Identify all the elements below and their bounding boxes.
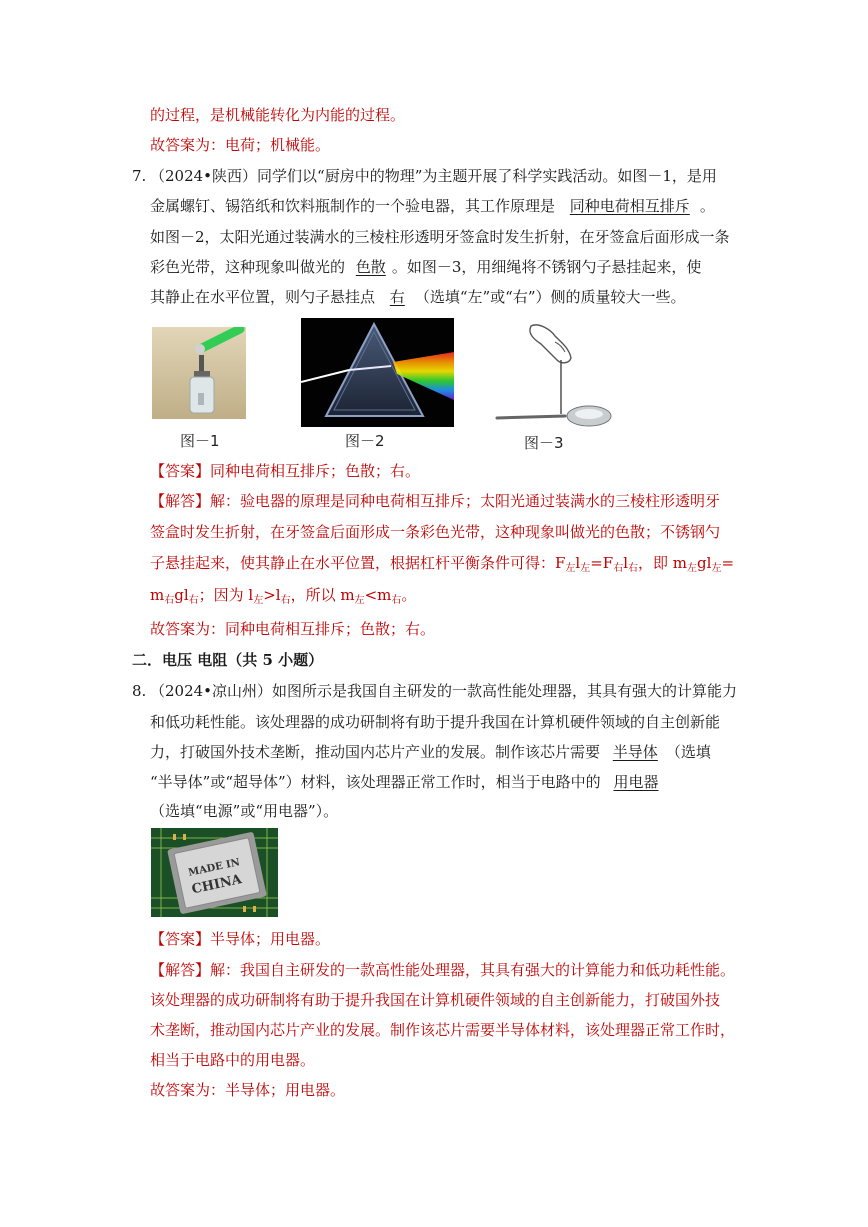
q8-explanation-line-1: 【解答】解：我国自主研发的一款高性能处理器，其具有强大的计算能力和低功耗性能。 <box>150 961 736 979</box>
q8-line-3-end: （选填 <box>665 743 711 761</box>
subscript-right: 右 <box>188 595 199 606</box>
subscript-right: 右 <box>164 595 175 606</box>
chip-illustration <box>151 828 278 917</box>
subscript-right: 右 <box>391 595 402 606</box>
q8-answer: 【答案】半导体；用电器。 <box>150 930 331 948</box>
q8-line-1: （2024•凉山州）如图所示是我国自主研发的一款高性能处理器，其具有强大的计算能力 <box>150 682 738 700</box>
q8-explanation-line-4: 相当于电路中的用电器。 <box>150 1051 316 1069</box>
subscript-left: 左 <box>565 563 576 574</box>
prev-explanation-line: 的过程，是机械能转化为内能的过程。 <box>150 106 406 124</box>
q8-line-3-text: 力，打破国外技术垄断，推动国内芯片产业的发展。制作该芯片需要 <box>150 743 601 761</box>
subscript-right: 右 <box>280 595 291 606</box>
q8-line-5: （选填“电源”或“用电器”）。 <box>150 802 339 820</box>
q7-explanation-line-1: 【解答】解：验电器的原理是同种电荷相互排斥；太阳光通过装满水的三棱柱形透明牙 <box>150 492 721 510</box>
gl-symbol: gl <box>174 586 189 604</box>
q7-line-5-text: 其静止在水平位置，则勺子悬挂点 <box>150 288 376 306</box>
less-than: <m <box>364 586 392 604</box>
q7-line-4 <box>150 257 701 277</box>
q8-line-4 <box>150 772 658 792</box>
q8-line-2: 和低功耗性能。该处理器的成功研制将有助于提升我国在计算机硬件领域的自主创新能 <box>150 713 721 731</box>
q7-exp4-because: ；因为 l <box>198 586 254 604</box>
q7-answer: 【答案】同种电荷相互排斥；色散；右。 <box>150 462 421 480</box>
figure-3-caption: 图－3 <box>524 434 564 452</box>
q7-line-2 <box>150 196 715 216</box>
q7-answer-summary: 故答案为：同种电荷相互排斥；色散；右。 <box>150 620 436 638</box>
q7-blank-3: 右 <box>389 288 405 306</box>
subscript-right: 右 <box>613 563 624 574</box>
q7-number: 7. <box>132 167 147 185</box>
q8-blank-1: 半导体 <box>612 743 658 761</box>
chip-photo <box>151 828 278 917</box>
q7-exp4-end: 。 <box>401 586 417 604</box>
greater-than: >l <box>263 586 281 604</box>
chip-text-line-2: CHINA <box>190 872 244 898</box>
electroscope-illustration <box>152 327 246 419</box>
subscript-left: 左 <box>580 563 591 574</box>
q7-explanation-line-4 <box>150 585 416 611</box>
q7-exp3-text: 子悬挂起来，使其静止在水平位置，根据杠杆平衡条件可得：F <box>150 554 566 572</box>
lever-arm-symbol: l <box>623 554 629 572</box>
q7-line-4-end: 。如图－3，用细绳将不锈钢勺子悬挂起来，使 <box>391 258 702 276</box>
q7-line-4-text: 彩色光带，这种现象叫做光的 <box>150 258 346 276</box>
q7-line-2-text: 金属螺钉、锡箔纸和饮料瓶制作的一个验电器，其工作原理是 <box>150 197 556 215</box>
q8-line-4-text: “半导体”或“超导体”）材料，该处理器正常工作时，相当于电路中的 <box>150 773 601 791</box>
q7-exp3-mid: ，即 m <box>638 554 688 572</box>
q7-line-2-end: 。 <box>699 197 715 215</box>
equals-force: =F <box>590 554 614 572</box>
figure-3-spoon-photo <box>495 318 615 438</box>
q7-line-5-end: （选填“左”或“右”）侧的质量较大一些。 <box>414 288 686 306</box>
mass-symbol: m <box>150 586 165 604</box>
q8-explanation-line-3: 术垄断，推动国内芯片产业的发展。制作该芯片需要半导体材料，该处理器正常工作时， <box>150 1021 736 1039</box>
q8-number: 8. <box>132 682 147 700</box>
figure-1-caption: 图－1 <box>180 432 220 450</box>
subscript-left: 左 <box>711 563 722 574</box>
lever-arm-symbol: l <box>575 554 581 572</box>
figure-2-prism-photo <box>301 318 454 427</box>
subscript-left: 左 <box>354 595 365 606</box>
prism-illustration <box>301 318 454 427</box>
q7-blank-2: 色散 <box>355 258 386 276</box>
q8-explanation-line-2: 该处理器的成功研制将有助于提升我国在计算机硬件领域的自主创新能力，打破国外技 <box>150 991 721 1009</box>
q7-line-5 <box>150 287 686 307</box>
prev-answer-summary: 故答案为：电荷；机械能。 <box>150 136 331 154</box>
q8-answer-summary: 故答案为：半导体；用电器。 <box>150 1081 346 1099</box>
chip-text-line-1: MADE IN <box>187 857 241 879</box>
subscript-right: 右 <box>628 563 639 574</box>
figure-2-caption: 图－2 <box>345 432 385 450</box>
q7-explanation-line-2: 签盒时发生折射，在牙签盒后面形成一条彩色光带，这种现象叫做光的色散；不锈钢勺 <box>150 523 721 541</box>
figure-1-electroscope-photo <box>152 327 246 419</box>
q7-explanation-line-3 <box>150 553 734 579</box>
q7-line-1: （2024•陕西）同学们以“厨房中的物理”为主题开展了科学实践活动。如图－1，是用 <box>150 167 717 185</box>
q7-exp3-end: = <box>721 554 735 572</box>
q8-line-3 <box>150 742 711 762</box>
q7-exp4-so: ，所以 m <box>290 586 355 604</box>
gl-symbol: gl <box>697 554 712 572</box>
spoon-illustration <box>495 318 615 438</box>
subscript-left: 左 <box>253 595 264 606</box>
section-2-heading: 二．电压 电阻（共 5 小题） <box>132 651 324 669</box>
q7-blank-1: 同种电荷相互排斥 <box>569 197 690 215</box>
q8-blank-2: 用电器 <box>613 773 659 791</box>
q7-line-3: 如图－2，太阳光通过装满水的三棱柱形透明牙签盒时发生折射，在牙签盒后面形成一条 <box>150 228 730 246</box>
subscript-left: 左 <box>687 563 698 574</box>
